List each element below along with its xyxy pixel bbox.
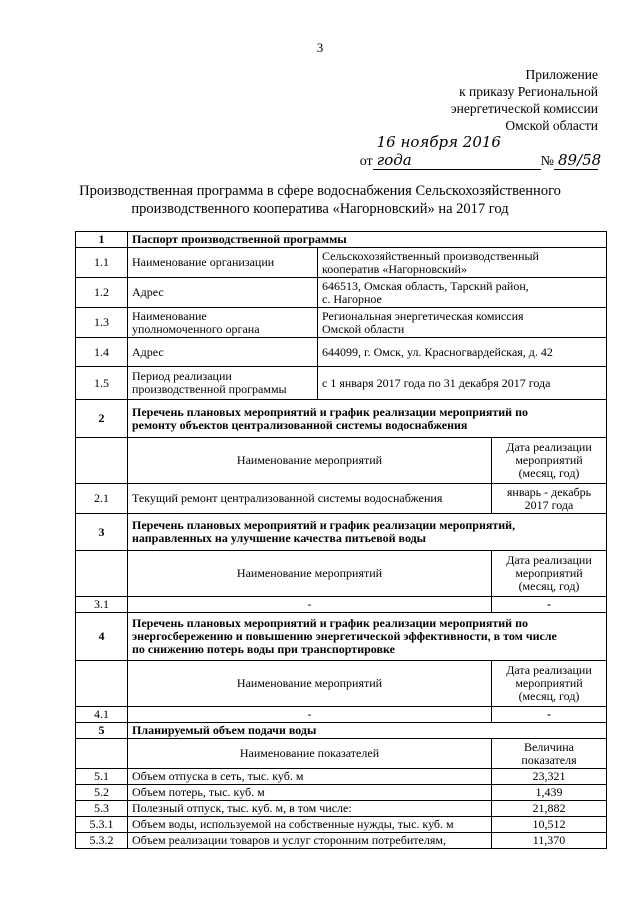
document-title [0, 182, 640, 218]
row-value: январь - декабрь 2017 года [492, 484, 607, 514]
from-label: от [359, 154, 373, 169]
row-number: 1.1 [76, 248, 128, 278]
column-header: Наименование показателей [128, 739, 492, 769]
row-label: Объем потерь, тыс. куб. м [128, 785, 492, 801]
row-value: 21,882 [492, 801, 607, 817]
handwritten-date: 16 ноября 2016 года [373, 133, 541, 170]
table-row [76, 367, 607, 400]
row-label: Наименование организации [128, 248, 318, 278]
row-value: 1,439 [492, 785, 607, 801]
table-row [76, 597, 607, 613]
table-row [76, 785, 607, 801]
row-number: 1.5 [76, 367, 128, 400]
section-title: Перечень плановых мероприятий и график реализации мероприятий по ремонту объектов централизованной системы водоснабжения [128, 400, 607, 438]
title-line: производственного кооператива «Нагорновский» на 2017 год [131, 201, 509, 217]
section-number: 1 [76, 232, 128, 248]
empty-cell [76, 661, 128, 707]
row-value: с 1 января 2017 года по 31 декабря 2017 года [318, 367, 607, 400]
column-header: Наименование мероприятий [128, 661, 492, 707]
row-number: 1.3 [76, 308, 128, 338]
section-title: Паспорт производственной программы [128, 232, 607, 248]
row-number: 2.1 [76, 484, 128, 514]
section-row [76, 514, 607, 551]
table-row [76, 817, 607, 833]
column-header: Дата реализации мероприятий (месяц, год) [492, 438, 607, 484]
row-label: Объем воды, используемой на собственные нужды, тыс. куб. м [128, 817, 492, 833]
row-value: Региональная энергетическая комиссия Омской области [318, 308, 607, 338]
table-row [76, 833, 607, 849]
table-row [76, 484, 607, 514]
row-label: Адрес [128, 278, 318, 308]
section-number: 5 [76, 723, 128, 739]
column-header-row [76, 438, 607, 484]
row-number: 1.4 [76, 338, 128, 367]
column-header-row [76, 739, 607, 769]
row-number: 5.3 [76, 801, 128, 817]
table-row [76, 769, 607, 785]
row-value: - [492, 707, 607, 723]
section-title: Планируемый объем подачи воды [128, 723, 607, 739]
row-label: Объем отпуска в сеть, тыс. куб. м [128, 769, 492, 785]
column-header: Величина показателя [492, 739, 607, 769]
appendix-line: Приложение [525, 67, 598, 82]
row-label: Объем реализации товаров и услуг сторонним потребителям, [128, 833, 492, 849]
row-value: 23,321 [492, 769, 607, 785]
row-number: 5.1 [76, 769, 128, 785]
row-value: 646513, Омская область, Тарский район, с. Нагорное [318, 278, 607, 308]
row-number: 3.1 [76, 597, 128, 613]
row-number: 4.1 [76, 707, 128, 723]
row-label: Наименование уполномоченного органа [128, 308, 318, 338]
row-number: 5.3.1 [76, 817, 128, 833]
section-number: 2 [76, 400, 128, 438]
number-label: № [540, 154, 554, 169]
row-label: - [128, 707, 492, 723]
row-label: Текущий ремонт централизованной системы водоснабжения [128, 484, 492, 514]
section-row [76, 400, 607, 438]
column-header: Дата реализации мероприятий (месяц, год) [492, 661, 607, 707]
row-label: - [128, 597, 492, 613]
row-number: 1.2 [76, 278, 128, 308]
row-label: Период реализации производственной программы [128, 367, 318, 400]
empty-cell [76, 551, 128, 597]
appendix-line: к приказу Региональной [459, 84, 598, 99]
appendix-line: энергетической комиссии [450, 101, 598, 116]
table-row [76, 338, 607, 367]
program-table [75, 231, 607, 849]
section-number: 4 [76, 613, 128, 661]
section-row [76, 232, 607, 248]
row-label: Полезный отпуск, тыс. куб. м, в том числе: [128, 801, 492, 817]
row-number: 5.2 [76, 785, 128, 801]
row-value: - [492, 597, 607, 613]
page-number: 3 [316, 40, 324, 55]
appendix-line: Омской области [505, 118, 598, 133]
row-value: Сельскохозяйственный производственный кооператив «Нагорновский» [318, 248, 607, 278]
title-line: Производственная программа в сфере водоснабжения Сельскохозяйственного [79, 183, 561, 199]
appendix-block [451, 66, 598, 134]
section-row [76, 613, 607, 661]
section-title: Перечень плановых мероприятий и график реализации мероприятий по энергосбережению и повышению энергетической эффективности, в том числе по снижению потерь воды при транспортировке [128, 613, 607, 661]
column-header: Наименование мероприятий [128, 438, 492, 484]
table-row [76, 707, 607, 723]
handwritten-number: 89/58 [554, 151, 598, 170]
column-header: Дата реализации мероприятий (месяц, год) [492, 551, 607, 597]
section-number: 3 [76, 514, 128, 551]
empty-cell [76, 739, 128, 769]
table-row [76, 248, 607, 278]
row-label: Адрес [128, 338, 318, 367]
table-row [76, 278, 607, 308]
row-value: 10,512 [492, 817, 607, 833]
order-reference [359, 133, 602, 170]
section-row [76, 723, 607, 739]
empty-cell [76, 438, 128, 484]
row-value: 644099, г. Омск, ул. Красногвардейская, д. 42 [318, 338, 607, 367]
table-row [76, 801, 607, 817]
column-header-row [76, 551, 607, 597]
column-header: Наименование мероприятий [128, 551, 492, 597]
column-header-row [76, 661, 607, 707]
row-value: 11,370 [492, 833, 607, 849]
row-number: 5.3.2 [76, 833, 128, 849]
section-title: Перечень плановых мероприятий и график реализации мероприятий, направленных на улучшение качества питьевой воды [128, 514, 607, 551]
table-row [76, 308, 607, 338]
